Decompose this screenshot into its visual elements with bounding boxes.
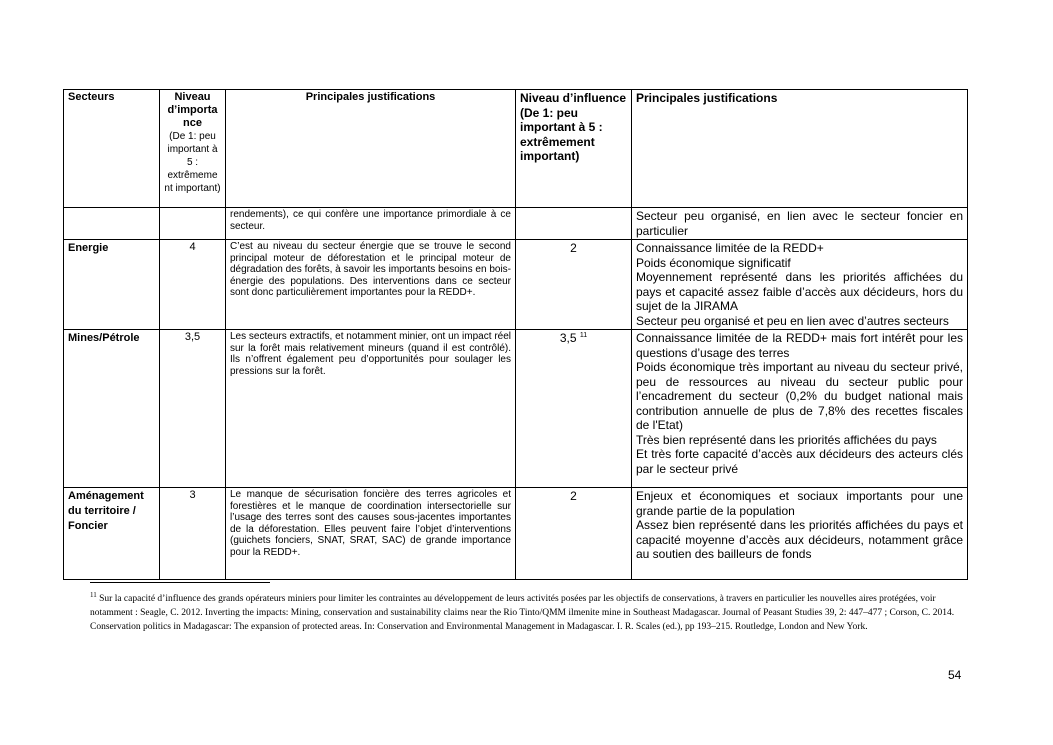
table-row (64, 240, 968, 330)
table-row (64, 208, 968, 240)
justification-line: Moyennement représenté dans les priorités affichées du pays et capacité assez faible d’accès aux décideurs, hors du sujet de la JIRAMA (636, 270, 963, 313)
row-justification: C’est au niveau du secteur énergie que se trouve le second principal moteur de déforestation et le principal moteur de dégradation des forêts, à savoir les importants besoins en bois-énergie des populations. Des interventions dans ce secteur sont donc particulièrement importantes pour la REDD+. (226, 240, 516, 330)
row-influence-justification (632, 208, 968, 240)
justification-line: Très bien représenté dans les priorités affichées du pays (636, 432, 937, 447)
justification-line: Connaissance limitée de la REDD+ mais fort intérêt pour les questions d’usage des terres (636, 331, 963, 360)
footnote-number: 11 (90, 591, 97, 599)
header-sectors: Secteurs (64, 90, 160, 208)
table-row (64, 488, 968, 580)
row-influence (516, 208, 632, 240)
row-importance: 3,5 (160, 330, 226, 488)
header-justifications-1: Principales justifications (226, 90, 516, 208)
row-importance: 3 (160, 488, 226, 580)
row-sector (64, 208, 160, 240)
stakeholder-table (63, 89, 968, 580)
row-influence-justification (632, 330, 968, 488)
page-number: 54 (948, 668, 962, 682)
header-importance-scale: (De 1: peu important à 5 : extrêmeme nt important) (164, 131, 221, 194)
footnote-separator (90, 582, 270, 583)
footnote (90, 588, 960, 634)
header-importance (160, 90, 226, 208)
table-header-row (64, 90, 968, 208)
row-justification: rendements), ce qui confère une importance primordiale à ce secteur. (226, 208, 516, 240)
justification-line: Poids économique très important au niveau du secteur privé, peu de ressources au niveau du secteur public pour l’encadrement du secteur (0,2% du budget national mais contribution annuelle de plus de 7,8% des recettes fiscales de l'Etat) (636, 360, 963, 432)
footnote-text: Sur la capacité d’influence des grands opérateurs miniers pour limiter les contraintes au développement de leurs activités posées par les objectifs de conservations, à travers en particulier les nouvelles aires protégées, voir notamment : Seagle, C. 2012. Inverting the impacts: Mining, conservation and sustainability claims near the Rio Tinto/QMM ilmenite mine in Southeast Madagascar. Journal of Peasant Studies 39, 2: 447–477 ; Corson, C. 2014. Conservation politics in Madagascar: The expansion of protected areas. In: Conservation and Environmental Management in Madagascar. I. R. Scales (ed.), pp 193–215. Routledge, London and New York. (90, 594, 955, 632)
justification-line: Assez bien représenté dans les priorités affichées du pays et capacité moyenne d’accès aux décideurs, notamment grâce au soutien des bailleurs de fonds (636, 518, 963, 561)
row-influence-justification (632, 240, 968, 330)
row-sector: Energie (64, 240, 160, 330)
justification-line: Secteur peu organisé, en lien avec le secteur foncier en particulier (636, 209, 963, 238)
header-influence: Niveau d’influence (De 1: peu important à 5 : extrêmement important) (516, 90, 632, 208)
row-importance (160, 208, 226, 240)
row-influence: 2 (516, 488, 632, 580)
row-sector: Mines/Pétrole (64, 330, 160, 488)
justification-line: Poids économique significatif (636, 255, 791, 270)
justification-line: Et très forte capacité d’accès aux décideurs des acteurs clés par le secteur privé (636, 447, 963, 476)
table-row (64, 330, 968, 488)
justification-line: Connaissance limitée de la REDD+ (636, 241, 824, 255)
row-importance: 4 (160, 240, 226, 330)
row-sector: Aménagement du territoire / Foncier (64, 488, 160, 580)
footnote-reference[interactable]: 11 (579, 332, 588, 339)
row-influence (516, 330, 632, 488)
header-importance-title: Niveau d’importa nce (167, 91, 218, 129)
justification-line: Enjeux et économiques et sociaux importants pour une grande partie de la population (636, 489, 963, 518)
header-justifications-2: Principales justifications (632, 90, 968, 208)
influence-value: 3,5 (559, 331, 577, 345)
row-influence-justification (632, 488, 968, 580)
row-influence: 2 (516, 240, 632, 330)
justification-line: Secteur peu organisé et peu en lien avec d’autres secteurs (636, 313, 949, 328)
row-justification: Le manque de sécurisation foncière des terres agricoles et forestières et le manque de coordination intersectorielle sur l’usage des terres sont des causes sous-jacentes importantes de la déforestation. Elles peuvent faire l’objet d’interventions (guichets fonciers, SNAT, SRAT, SAC) de grande importance pour la REDD+. (226, 488, 516, 580)
row-justification: Les secteurs extractifs, et notamment minier, ont un impact réel sur la forêt mais relativement mineurs (quand il est contrôlé). Ils n’offrent également peu d’opportunités pour soulager les pressions sur la forêt. (226, 330, 516, 488)
